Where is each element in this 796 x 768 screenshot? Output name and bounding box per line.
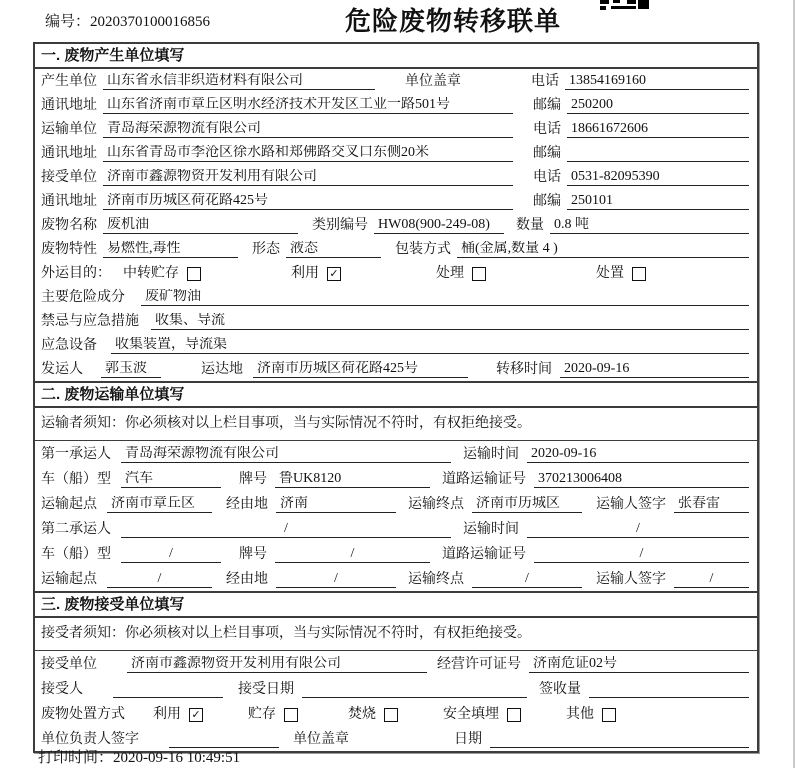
field-label: 经由地 — [226, 497, 268, 512]
field-label: 车（船）型 — [41, 472, 111, 487]
field-value: 张春雷 — [674, 496, 749, 513]
field-label: 利用 — [153, 707, 181, 722]
field-label: 发运人 — [41, 362, 83, 377]
checkbox — [507, 708, 521, 722]
form-row — [35, 491, 757, 516]
field-label: 焚烧 — [348, 707, 376, 722]
print-time — [38, 746, 240, 767]
checkbox — [602, 708, 616, 722]
field-value: / — [275, 546, 430, 563]
field-label: 牌号 — [239, 472, 267, 487]
field-value: 青岛海荣源物流有限公司 — [103, 121, 513, 138]
field-value: / — [527, 521, 749, 538]
form-row — [35, 701, 757, 726]
field-label: 邮编 — [533, 146, 561, 161]
field-label: 数量 — [516, 218, 544, 233]
field-value: 250200 — [567, 97, 749, 114]
field-value: / — [674, 571, 749, 588]
field-value: 济南 — [276, 496, 396, 513]
field-value: / — [121, 521, 451, 538]
section-header: 一. 废物产生单位填写 — [35, 44, 757, 69]
field-label: 处理 — [436, 266, 464, 281]
field-value: 2020-09-16 — [527, 446, 749, 463]
form-section-3 — [35, 591, 757, 751]
field-value: 收集、导流 — [151, 313, 749, 330]
field-label: 邮编 — [533, 98, 561, 113]
serial-number — [45, 10, 210, 31]
field-label: 产生单位 — [41, 74, 97, 89]
field-value: 济南市鑫源物资开发利用有限公司 — [103, 169, 513, 186]
field-label: 经营许可证号 — [437, 657, 521, 672]
field-label: 运输人签字 — [596, 572, 666, 587]
field-label: 类别编号 — [312, 218, 368, 233]
field-value: 液态 — [286, 241, 381, 258]
form-row — [35, 441, 757, 466]
form-row — [35, 676, 757, 701]
form-row — [35, 357, 757, 381]
field-label: 运输终点 — [408, 497, 464, 512]
field-value: 鲁UK8120 — [275, 471, 430, 488]
field-label: 外运目的： — [41, 266, 111, 281]
field-label: 单位负责人签字 — [41, 732, 139, 747]
form-row — [35, 141, 757, 165]
field-value: 郭玉波 — [101, 361, 161, 378]
field-label: 接受单位 — [41, 170, 97, 185]
field-label: 接受日期 — [238, 682, 294, 697]
field-label: 其他 — [566, 707, 594, 722]
field-label: 运输时间 — [463, 522, 519, 537]
field-label: 安全填埋 — [443, 707, 499, 722]
field-label: 中转贮存 — [123, 266, 179, 281]
form-row — [35, 285, 757, 309]
field-label: 牌号 — [239, 547, 267, 562]
field-value: 山东省永信非织造材料有限公司 — [103, 73, 375, 90]
form-row — [35, 333, 757, 357]
field-label: 形态 — [252, 242, 280, 257]
transfer-form — [33, 42, 759, 753]
form-row — [35, 566, 757, 591]
field-label: 包装方式 — [395, 242, 451, 257]
field-label: 电话 — [533, 122, 561, 137]
field-value: 济南危证02号 — [529, 656, 749, 673]
field-value: / — [276, 571, 396, 588]
field-value: / — [121, 546, 221, 563]
field-label: 单位盖章 — [293, 732, 349, 747]
field-label: 道路运输证号 — [442, 547, 526, 562]
field-label: 接受单位 — [41, 657, 97, 672]
checkbox — [384, 708, 398, 722]
field-value — [302, 682, 527, 698]
section-note: 运输者须知：你必须核对以上栏目事项，当与实际情况不符时，有权拒绝接受。 — [35, 408, 757, 441]
checkbox — [187, 267, 201, 281]
field-label: 运输单位 — [41, 122, 97, 137]
field-value — [589, 682, 749, 698]
field-value: 13854169160 — [565, 73, 749, 90]
form-row — [35, 261, 757, 285]
qr-code-fragment-icon — [600, 0, 650, 10]
form-row — [35, 189, 757, 213]
print-time-value: 2020-09-16 10:49:51 — [113, 750, 241, 766]
field-value: 济南市历城区荷花路425号 — [103, 193, 513, 210]
field-label: 经由地 — [226, 572, 268, 587]
field-label: 邮编 — [533, 194, 561, 209]
field-label: 废物处置方式 — [41, 707, 125, 722]
form-row — [35, 541, 757, 566]
form-row — [35, 93, 757, 117]
serial-value: 2020370100016856 — [90, 14, 211, 30]
field-label: 运输终点 — [408, 572, 464, 587]
field-value: 桶(金属,数量 4 ) — [457, 241, 749, 258]
field-label: 第二承运人 — [41, 522, 111, 537]
section-note: 接受者须知：你必须核对以上栏目事项，当与实际情况不符时，有权拒绝接受。 — [35, 618, 757, 651]
field-value: 汽车 — [121, 471, 221, 488]
field-value: 废机油 — [103, 217, 298, 234]
field-label: 接受人 — [41, 682, 83, 697]
field-value: / — [107, 571, 212, 588]
field-value — [490, 732, 749, 748]
field-label: 处置 — [596, 266, 624, 281]
field-label: 废物特性 — [41, 242, 97, 257]
form-row — [35, 651, 757, 676]
form-section-2 — [35, 381, 757, 591]
field-label: 运输人签字 — [596, 497, 666, 512]
serial-label: 编号： — [45, 14, 91, 30]
field-value: 青岛海荣源物流有限公司 — [121, 446, 451, 463]
section-header: 三. 废物接受单位填写 — [35, 593, 757, 618]
checkbox-checked: ✓ — [327, 267, 341, 281]
field-value — [567, 146, 749, 162]
form-row — [35, 69, 757, 93]
field-value: 易燃性,毒性 — [103, 241, 238, 258]
field-value: 收集装置，导流渠 — [111, 337, 749, 354]
field-value: 山东省青岛市李沧区徐水路和郑佛路交叉口东侧20米 — [103, 145, 513, 162]
form-row — [35, 165, 757, 189]
form-row — [35, 309, 757, 333]
field-value: 济南市历城区 — [472, 496, 582, 513]
form-row — [35, 117, 757, 141]
field-label: 禁忌与应急措施 — [41, 314, 139, 329]
field-value: / — [472, 571, 582, 588]
field-value: / — [534, 546, 749, 563]
field-value: 370213006408 — [534, 471, 749, 488]
field-label: 应急设备 — [41, 338, 97, 353]
print-time-label: 打印时间： — [38, 750, 114, 766]
field-value: 济南市章丘区 — [107, 496, 212, 513]
field-label: 转移时间 — [496, 362, 552, 377]
field-label: 利用 — [291, 266, 319, 281]
field-label: 第一承运人 — [41, 447, 111, 462]
section-header: 二. 废物运输单位填写 — [35, 383, 757, 408]
field-label: 运达地 — [201, 362, 243, 377]
field-label: 通讯地址 — [41, 194, 97, 209]
field-value: 18661672606 — [567, 121, 749, 138]
field-label: 主要危险成分 — [41, 290, 125, 305]
page-edge-line — [793, 0, 795, 768]
field-label: 日期 — [454, 732, 482, 747]
field-label: 运输起点 — [41, 497, 97, 512]
form-row — [35, 213, 757, 237]
form-row — [35, 466, 757, 491]
form-row — [35, 237, 757, 261]
field-value — [113, 682, 223, 698]
field-label: 废物名称 — [41, 218, 97, 233]
form-row — [35, 516, 757, 541]
field-label: 车（船）型 — [41, 547, 111, 562]
checkbox-checked: ✓ — [189, 708, 203, 722]
field-label: 电话 — [533, 170, 561, 185]
field-value: 废矿物油 — [141, 289, 749, 306]
field-label: 电话 — [531, 74, 559, 89]
field-value: 250101 — [567, 193, 749, 210]
field-value: 2020-09-16 — [560, 361, 749, 378]
field-value: 0.8 吨 — [550, 217, 749, 234]
form-section-1 — [35, 44, 757, 381]
page-title: 危险废物转移联单 — [344, 7, 562, 36]
field-value: 济南市鑫源物资开发利用有限公司 — [127, 656, 427, 673]
field-label: 运输起点 — [41, 572, 97, 587]
checkbox — [284, 708, 298, 722]
field-label: 通讯地址 — [41, 146, 97, 161]
field-value: HW08(900-249-08) — [374, 217, 504, 234]
checkbox — [472, 267, 486, 281]
field-value: 山东省济南市章丘区明水经济技术开发区工业一路501号 — [103, 97, 513, 114]
field-label: 单位盖章 — [405, 74, 461, 89]
field-label: 贮存 — [248, 707, 276, 722]
field-label: 道路运输证号 — [442, 472, 526, 487]
field-label: 签收量 — [539, 682, 581, 697]
checkbox — [632, 267, 646, 281]
field-label: 通讯地址 — [41, 98, 97, 113]
field-value: 0531-82095390 — [567, 169, 749, 186]
field-value: 济南市历城区荷花路425号 — [253, 361, 468, 378]
field-label: 运输时间 — [463, 447, 519, 462]
